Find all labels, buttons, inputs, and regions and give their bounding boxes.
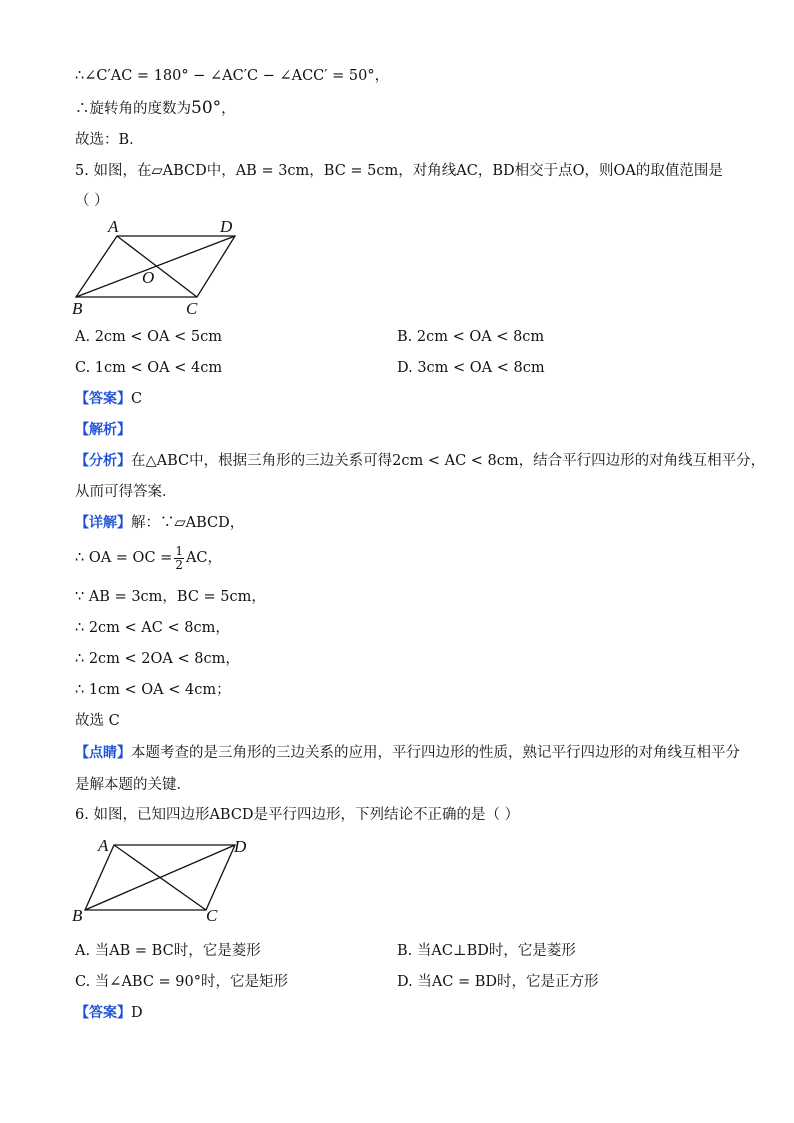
text-line-choose: 故选：B． bbox=[75, 132, 144, 148]
fenxi-label: 【分析】 bbox=[75, 453, 131, 469]
q5-jiexi-line bbox=[75, 421, 131, 439]
q6-option-b: B. 当AC⊥BD时，它是菱形 bbox=[397, 943, 576, 959]
q6-stem: 6. 如图，已知四边形ABCD是平行四边形，下列结论不正确的是（ ） bbox=[75, 807, 520, 823]
q6-option-a: A. 当AB = BC时，它是菱形 bbox=[75, 943, 261, 959]
q5-label-o: O bbox=[142, 268, 155, 287]
text-line-rotation bbox=[75, 99, 236, 118]
q5-stem: 5. 如图，在▱ABCD中，AB = 3cm，BC = 5cm，对角线AC，BD相交于点O，则OA的取值范围是 bbox=[75, 163, 723, 179]
text-line-angle: ∴∠C′AC = 180° − ∠AC′C − ∠ACC′ = 50°， bbox=[75, 68, 390, 84]
q5-dianjing-line bbox=[75, 744, 740, 762]
q5-label-b: B bbox=[72, 299, 83, 318]
xiangjie-label: 【详解】 bbox=[75, 515, 131, 531]
q5-step5: ∴ 1cm < OA < 4cm； bbox=[75, 682, 231, 698]
q6-option-c: C. 当∠ABC = 90°时，它是矩形 bbox=[75, 974, 289, 990]
q5-xiangjie-line bbox=[75, 514, 244, 532]
q5-dianjing-line2: 是解本题的关键． bbox=[75, 777, 191, 793]
q5-label-c: C bbox=[186, 299, 198, 318]
q6-figure bbox=[60, 832, 270, 932]
q5-paren: （ ） bbox=[75, 193, 109, 209]
step1-left: ∴ OA = OC = bbox=[75, 550, 173, 566]
q6-label-a: A bbox=[98, 836, 109, 855]
fraction-one-half bbox=[174, 545, 184, 572]
fraction-denominator: 2 bbox=[175, 557, 183, 572]
q5-option-a: A. 2cm < OA < 5cm bbox=[75, 329, 222, 345]
fraction-numerator: 1 bbox=[175, 543, 183, 558]
xiangjie-text: 解：∵▱ABCD， bbox=[131, 515, 245, 531]
q5-fenxi-line2: 从而可得答案． bbox=[75, 484, 177, 500]
q5-option-c: C. 1cm < OA < 4cm bbox=[75, 360, 223, 376]
q6-answer-label: 【答案】 bbox=[75, 1005, 131, 1021]
answer-label: 【答案】 bbox=[75, 391, 131, 407]
q5-answer-line bbox=[75, 390, 142, 408]
q5-diagonal-bd bbox=[76, 236, 235, 297]
rotation-suffix: ， bbox=[221, 101, 236, 117]
step1-right: AC， bbox=[185, 550, 223, 566]
q5-step1 bbox=[75, 543, 222, 573]
q5-step3: ∴ 2cm < AC < 8cm， bbox=[75, 620, 230, 636]
q5-label-d: D bbox=[220, 217, 233, 236]
dianjing-label: 【点睛】 bbox=[75, 745, 131, 761]
q6-label-c: C bbox=[206, 906, 218, 925]
rotation-value: 50° bbox=[191, 98, 222, 118]
q6-answer-line bbox=[75, 1004, 143, 1022]
q5-step2: ∵ AB = 3cm，BC = 5cm， bbox=[75, 589, 266, 605]
q6-label-b: B bbox=[72, 906, 83, 925]
q6-label-d: D bbox=[234, 837, 247, 856]
q5-answer: C bbox=[131, 391, 143, 407]
q6-option-d: D. 当AC = BD时，它是正方形 bbox=[397, 974, 599, 990]
fenxi-text: 在△ABC中，根据三角形的三边关系可得2cm < AC < 8cm，结合平行四边形的对角线互相平分， bbox=[131, 453, 766, 469]
q5-option-b: B. 2cm < OA < 8cm bbox=[397, 329, 545, 345]
jiexi-label: 【解析】 bbox=[75, 422, 131, 438]
q5-guxuan: 故选 C bbox=[75, 713, 120, 729]
q6-answer: D bbox=[131, 1005, 143, 1021]
q5-label-a: A bbox=[108, 217, 119, 236]
q5-step4: ∴ 2cm < 2OA < 8cm， bbox=[75, 651, 240, 667]
dianjing-text: 本题考查的是三角形的三边关系的应用，平行四边形的性质，熟记平行四边形的对角线互相平分 bbox=[131, 745, 740, 761]
q5-option-d: D. 3cm < OA < 8cm bbox=[397, 360, 545, 376]
q5-figure bbox=[60, 215, 250, 320]
q5-fenxi-line bbox=[75, 452, 765, 470]
rotation-text: ∴旋转角的度数为 bbox=[75, 101, 191, 117]
